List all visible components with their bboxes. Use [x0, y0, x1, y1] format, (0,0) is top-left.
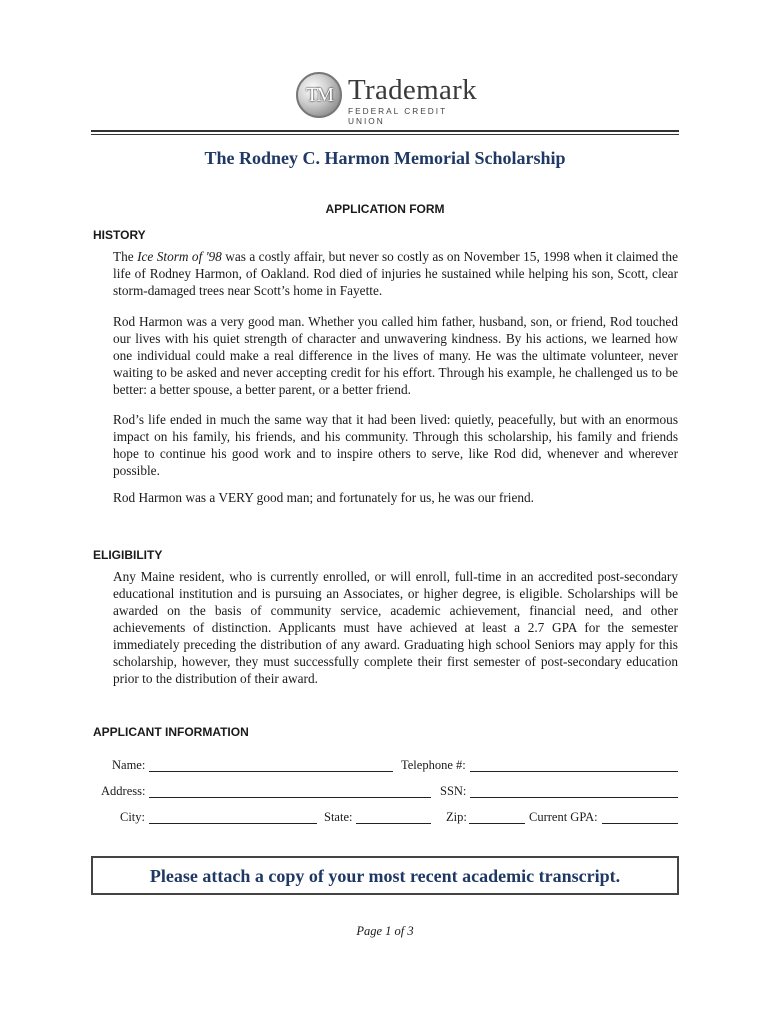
- logo-name: Trademark: [348, 74, 477, 106]
- history-paragraph-4: Rod Harmon was a VERY good man; and fortunately for us, he was our friend.: [113, 490, 534, 505]
- history-p1-prefix: The: [113, 249, 138, 264]
- history-paragraph-2: Rod Harmon was a very good man. Whether you called him father, husband, son, or friend, Rod touched our lives with his quiet strength of character and unwavering kindness. By his actions, we learned how one individual could make a real difference in the lives of many. He was the ultimate volunteer, never waiting to be asked and never accepting credit for his effort. Through his example, he challenged us to be better: a better spouse, a better parent, or a better friend.: [113, 314, 678, 397]
- page-number: Page 1 of 3: [356, 924, 414, 938]
- document-title: The Rodney C. Harmon Memorial Scholarship: [204, 148, 566, 168]
- address-field[interactable]: [149, 797, 431, 798]
- gpa-label: Current GPA:: [529, 810, 598, 824]
- telephone-label: Telephone #:: [401, 758, 466, 772]
- history-paragraph-3: Rod’s life ended in much the same way that it had been lived: quietly, peacefully, but with an enormous impact on his family, his friends, and his community. Through this scholarship, his family and friends hope to continue his good work and to inspire others to serve, like Rod did, whenever and wherever possible.: [113, 412, 678, 478]
- trademark-logo: [296, 72, 486, 124]
- logo-subtitle: FEDERAL CREDIT UNION: [348, 106, 447, 126]
- logo-monogram: TM: [306, 84, 332, 106]
- logo-emblem-icon: [296, 72, 342, 118]
- city-field[interactable]: [149, 823, 317, 824]
- eligibility-heading: ELIGIBILITY: [93, 548, 163, 562]
- history-p1-rest: was a costly affair, but never so costly as on November 15, 1998 when it claimed the life of Rodney Harmon, of Oakland. Rod died of injuries he sustained while helping his son, Scott, clear storm-damaged trees near Scott’s home in Fayette.: [113, 249, 678, 298]
- telephone-field[interactable]: [470, 771, 678, 772]
- ice-storm-italic: Ice Storm of '98: [137, 249, 222, 264]
- history-heading: HISTORY: [93, 228, 146, 242]
- history-paragraph-1: [113, 248, 678, 299]
- ssn-label: SSN:: [440, 784, 467, 798]
- zip-field[interactable]: [469, 823, 525, 824]
- state-field[interactable]: [356, 823, 431, 824]
- address-label: Address:: [101, 784, 146, 798]
- transcript-notice: Please attach a copy of your most recent academic transcript.: [91, 856, 679, 895]
- city-label: City:: [120, 810, 146, 824]
- gpa-field[interactable]: [602, 823, 678, 824]
- ssn-field[interactable]: [470, 797, 678, 798]
- name-label: Name:: [112, 758, 146, 772]
- header-divider-top: [91, 130, 679, 132]
- name-field[interactable]: [149, 771, 393, 772]
- header-divider-bottom: [91, 134, 679, 135]
- eligibility-paragraph: Any Maine resident, who is currently enrolled, or will enroll, full-time in an accredited post-secondary educational institution and is pursuing an Associates, or higher degree, is eligible. Scholarships will be awarded on the basis of community service, academic achievement, financial need, and other achievements of distinction. Applicants must have achieved at least a 2.7 GPA for the semester immediately preceding the distribution of any award. Graduating high school Seniors may apply for this scholarship, however, they must successfully complete their first semester of post-secondary education prior to the distribution of their award.: [113, 569, 678, 686]
- applicant-info-heading: APPLICANT INFORMATION: [93, 725, 249, 739]
- state-label: State:: [324, 810, 353, 824]
- form-label: APPLICATION FORM: [325, 202, 445, 216]
- zip-label: Zip:: [446, 810, 467, 824]
